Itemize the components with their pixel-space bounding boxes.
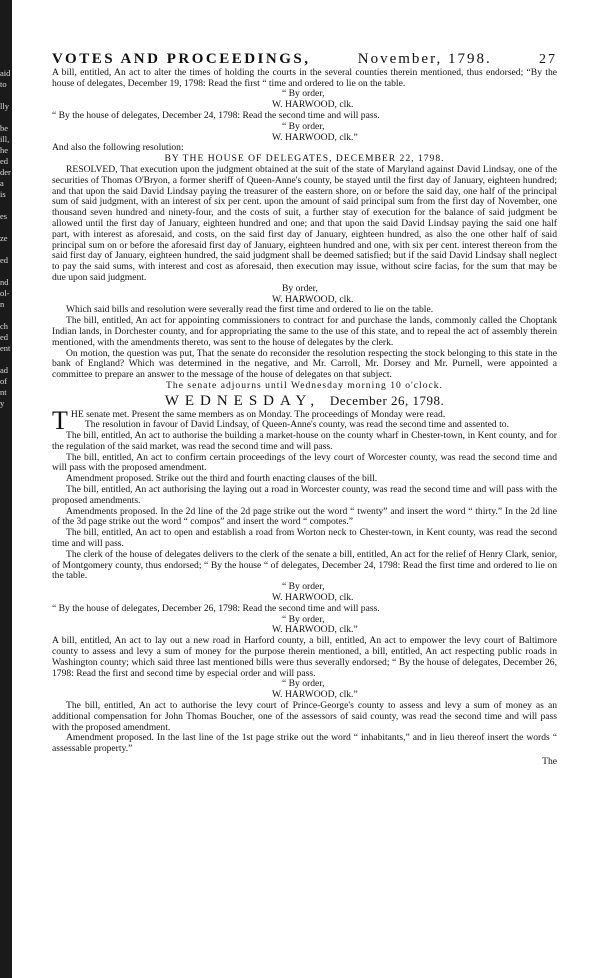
centered-line: BY THE HOUSE OF DELEGATES, DECEMBER 22, 1798. <box>164 153 445 165</box>
margin-fragment <box>0 200 12 211</box>
margin-fragments <box>0 68 12 409</box>
margin-fragment <box>0 244 12 255</box>
margin-fragment: es <box>0 211 8 221</box>
margin-fragment: ed <box>0 255 9 265</box>
paragraph-ind: RESOLVED, That execution upon the judgment obtained at the suit of the state of Maryland against David Lindsay, one of the securities of Thomas O'Bryon, a former sheriff of Queen-Anne's county, be stayed until the first day of January, eighteen hundred; and that upon the said David Lindsay paying the treasurer of the eastern shore, on or before the said day, one half of the principal sum of said judgment, with an interest of six per cent. upon the amount of said principal sum from the first day of November, one thousand seven hundred and ninety-four, and the costs of suit, a further stay of execution for the balance of said judgment be allowed until the first day of January, eighteen hundred and one; and that upon the said David Lindsay paying the said one half part, with interest as aforesaid, and costs, on the said first day of January, eighteen hundred, as also the one other half of said principal sum on or before the aforesaid first day of January, eighteen hundred and one, with six per cent. interest thereon from the said first day of January, eighteen hundred, the said judgment shall be deemed satisfied; but if the said David Lindsay shall neglect to pay the said sums, with interest and cost as aforesaid, then execution may issue, without scire facias, for the sum that may be due upon said judgment. <box>52 163 557 283</box>
paragraph-ind: The bill, entitled, An act to confirm certain proceedings of the levy court of Worcester county, was read the second time and will pass with the proposed amendment. <box>52 451 557 474</box>
paragraph-text: A bill, entitled, An act to alter the times of holding the courts in the several counties therein mentioned, thus endorsed; “By the house of delegates, December 19, 1798: Read the first “ time and ordered to lie on the table. <box>52 66 557 89</box>
clerk-signature: W. HARWOOD, clk. <box>272 293 354 305</box>
page-header <box>52 51 557 67</box>
running-title: VOTES AND PROCEEDINGS, <box>52 51 311 67</box>
paragraph-ind: On motion, the question was put, That the senate do reconsider the resolution respecting the stock belonging to this state in the bank of England? Which was determined in the negative, and Mr. Carroll, Mr. Dorsey and Mr. Purnell, were appointed a committee to prepare an answer to the message of the house of delegates on that subject. <box>52 347 557 381</box>
margin-fragment <box>0 90 12 101</box>
margin-fragment <box>0 222 12 233</box>
day-name: WEDNESDAY, <box>164 392 321 409</box>
margin-fragment: nt <box>0 387 7 397</box>
paragraph-ind: The clerk of the house of delegates delivers to the clerk of the senate a bill, entitled, An act for the relief of Henry Clark, senior, of Montgomery county, thus endorsed; “ By the house “ of delegates, December 24, 1798: Read the first time and ordered to lie on the table. <box>52 548 557 582</box>
by-order-line: “ By order, <box>282 88 325 100</box>
margin-fragment: is <box>0 189 6 199</box>
running-date: November, 1798. <box>357 51 492 67</box>
margin-fragment: ed <box>0 156 9 166</box>
paragraph-text: “ By the house of delegates, December 24, 1798: Read the second time and will pass. <box>52 109 380 121</box>
margin-fragment: nd <box>0 277 9 287</box>
margin-fragment: to <box>0 79 7 89</box>
paragraph-ind: Which said bills and resolution were severally read the first time and ordered to lie on the table. <box>66 304 434 316</box>
by-order-line: “ By order, <box>282 678 325 690</box>
paragraph-ind: Amendment proposed. In the last line of the 1st page strike out the word “ inhabitants,” and in lieu thereof insert the words “ assessable property.” <box>52 732 557 755</box>
clerk-signature: W. HARWOOD, clk.” <box>272 624 358 636</box>
paragraph-ind: Amendments proposed. In the 2d line of the 2d page strike out the word “ twenty” and insert the word “ thirty.” In the 2d line of the 3d page strike out the word “ compos” and insert the word “ compotes.” <box>52 505 557 528</box>
margin-fragment: ed <box>0 332 9 342</box>
paragraph-text: HE senate met. Present the same members as on Monday. The proceedings of Monday were read. <box>70 408 446 420</box>
by-order-line: By order, <box>282 282 318 294</box>
margin-fragment <box>0 112 12 123</box>
margin-fragment: a <box>0 178 4 188</box>
margin-fragment: ad <box>0 365 9 375</box>
margin-fragment: ze <box>0 233 8 243</box>
margin-fragment: he <box>0 145 9 155</box>
document-page <box>52 51 557 768</box>
centered-line: The senate adjourns until Wednesday morning 10 o'clock. <box>166 379 443 391</box>
catchword: The <box>542 756 557 767</box>
day-heading <box>52 392 557 409</box>
day-date: December 26, 1798. <box>329 392 445 408</box>
clerk-signature: W. HARWOOD, clk.” <box>272 131 358 143</box>
margin-fragment: ent <box>0 343 11 353</box>
clerk-signature: W. HARWOOD, clk.” <box>272 689 358 701</box>
paragraph-ind: The resolution in favour of David Lindsay, of Queen-Anne's county, was read the second time and assented to. <box>84 419 509 431</box>
paragraph-text: And also the following resolution: <box>52 142 184 154</box>
margin-fragment: of <box>0 376 8 386</box>
paragraph-ind: The bill, entitled, An act for appointing commissioners to contract for and purchase the lands, commonly called the Choptank Indian lands, in Dorchester county, and for appropriating the same to the use of this state, and to repeal the act of assembly therein mentioned, with the amendments thereto, was sent to the house of delegates by the clerk. <box>52 315 557 348</box>
margin-fragment: ol- <box>0 288 10 298</box>
by-order-line: “ By order, <box>282 613 325 625</box>
clerk-signature: W. HARWOOD, clk. <box>272 99 354 111</box>
margin-fragment <box>0 354 12 365</box>
paragraph-ind: The bill, entitled, An act authorising the laying out a road in Worcester county, was read the second time and will pass with the proposed amendments. <box>52 484 557 506</box>
paragraph-text: A bill, entitled, An act to lay out a new road in Harford county, a bill, entitled, An act to empower the levy court of Baltimore county to assess and levy a sum of money for the purpose therein mentioned, a bill, entitled, An act respecting public roads in Washington county; which said three last mentioned bills were thus severally endorsed; “ By the house of delegates, December 26, 1798: Read the first and second time by especial order and will pass. <box>52 635 557 679</box>
page-number: 27 <box>539 52 557 67</box>
by-order-line: “ By order, <box>282 120 325 132</box>
margin-fragment <box>0 310 12 321</box>
margin-fragment: ill, <box>0 134 10 144</box>
document-body <box>52 68 557 755</box>
margin-fragment: aid <box>0 68 11 78</box>
drop-cap: T <box>52 405 68 435</box>
clerk-signature: W. HARWOOD, clk. <box>272 592 354 604</box>
margin-fragment: lly <box>0 101 9 111</box>
paragraph-ind: The bill, entitled, An act to authorise the building a market-house on the county wharf in Chester-town, in Kent county, and for the regulation of the said market, was read the second time and will pass. <box>52 430 557 452</box>
margin-fragment: n <box>0 299 5 309</box>
paragraph-text: “ By the house of delegates, December 26, 1798: Read the second time and will pass. <box>52 602 380 614</box>
margin-fragment: der <box>0 167 11 177</box>
margin-fragment: y <box>0 398 5 408</box>
margin-fragment <box>0 266 12 277</box>
paragraph-ind: Amendment proposed. Strike out the third and fourth enacting clauses of the bill. <box>66 473 378 485</box>
margin-fragment: be <box>0 123 9 133</box>
paragraph-ind: The bill, entitled, An act to open and establish a road from Worton neck to Chester-town, in Kent county, was read the second time and will pass. <box>52 527 557 550</box>
margin-fragment: ch <box>0 321 9 331</box>
paragraph-ind: The bill, entitled, An act to authorise the levy court of Prince-George's county to assess and levy a sum of money as an additional compensation for John Thomas Boucher, one of the assessors of said county, was read the second time and will pass with the proposed amendment. <box>52 700 557 733</box>
by-order-line: “ By order, <box>282 581 325 593</box>
